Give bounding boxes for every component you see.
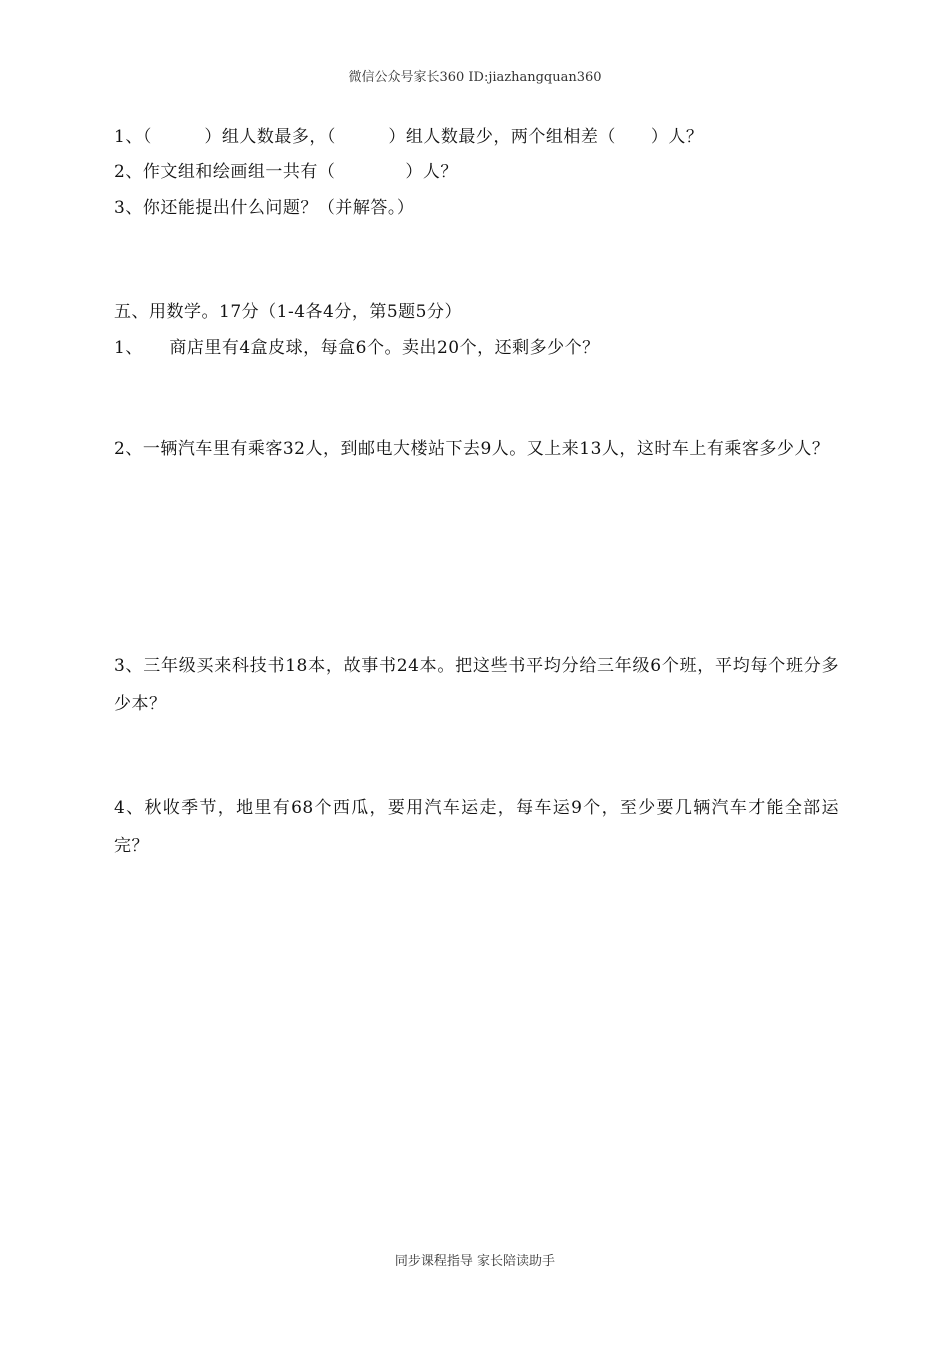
question-3-own-question: 3、你还能提出什么问题？（并解答。） [114,198,415,218]
problem-4-watermelons: 4、秋收季节，地里有68个西瓜，要用汽车运走，每车运9个，至少要几辆汽车才能全部运完？ [114,798,839,856]
page-header: 微信公众号家长360 ID:jiazhangquan360 [348,70,602,85]
question-1-most-least: 1、（ ）组人数最多，（ ）组人数最少，两个组相差（ ）人？ [114,127,704,147]
problem-2-bus: 2、一辆汽车里有乘客32人，到邮电大楼站下去9人。又上来13人，这时车上有乘客多少人？ [114,439,830,459]
question-2-total: 2、作文组和绘画组一共有（ ）人？ [114,162,458,182]
page-footer: 同步课程指导 家长陪读助手 [394,1254,556,1269]
problem-3-books: 3、三年级买来科技书18本，故事书24本。把这些书平均分给三年级6个班，平均每个班分多少本？ [114,656,839,714]
problem-1-balls: 1、 商店里有4盒皮球，每盒6个。卖出20个，还剩多少个？ [114,338,600,358]
section-5-title: 五、用数学。17分（1-4各4分，第5题5分） [114,302,462,322]
